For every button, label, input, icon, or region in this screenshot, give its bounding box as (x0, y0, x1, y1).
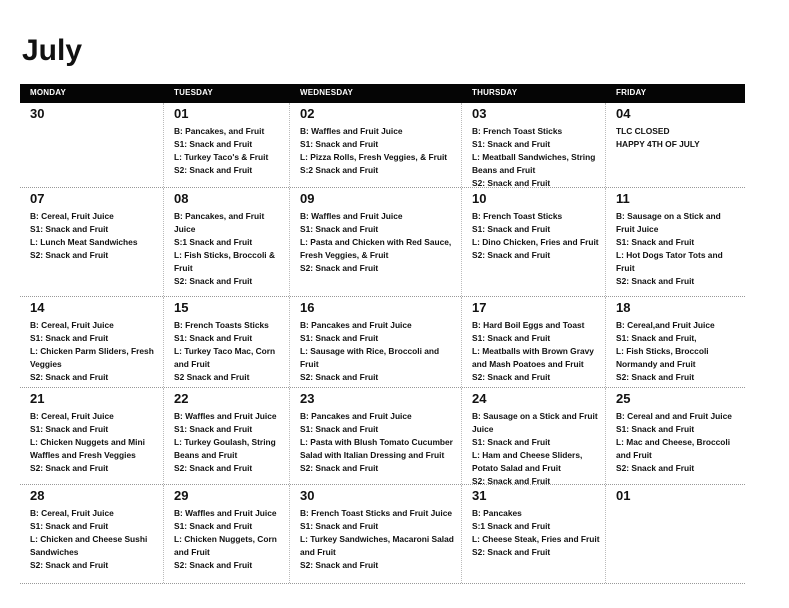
meal-line: S2: Snack and Fruit (616, 463, 695, 473)
meal-line: B: Cereal, Fruit Juice (30, 411, 114, 421)
meal-line: S:2 Snack and Fruit (300, 165, 379, 175)
day-number: 01 (616, 488, 631, 503)
day-number: 01 (174, 106, 189, 121)
day-cell (606, 388, 745, 484)
meal-line: L: Lunch Meat Sandwiches (30, 237, 138, 247)
day-cell (164, 485, 290, 583)
day-number: 08 (174, 191, 189, 206)
day-cell (20, 103, 164, 187)
calendar-week-row (20, 297, 745, 388)
meal-line: S1: Snack and Fruit (174, 424, 253, 434)
meal-line: S1: Snack and Fruit (616, 424, 695, 434)
meal-line: S1: Snack and Fruit (30, 333, 109, 343)
day-number: 10 (472, 191, 487, 206)
meal-line: S2: Snack and Fruit (30, 560, 109, 570)
day-cell (164, 297, 290, 387)
meal-line: L: Mac and Cheese, Broccoli and Fruit (616, 437, 731, 460)
day-cell (164, 103, 290, 187)
meal-line: S2: Snack and Fruit (472, 250, 551, 260)
day-number: 25 (616, 391, 631, 406)
meal-line: L: Meatballs with Brown Gravy and Mash Poatoes and Fruit (472, 346, 594, 369)
day-number: 22 (174, 391, 189, 406)
day-cell (462, 297, 606, 387)
meal-line: TLC CLOSED (616, 126, 670, 136)
meal-line: S1: Snack and Fruit, (616, 333, 697, 343)
meal-line: B: Pancakes, and Fruit Juice (174, 211, 265, 234)
meal-line: L: Fish Sticks, Broccoli Normandy and Fruit (616, 346, 709, 369)
meal-line: B: Sausage on a Stick and Fruit Juice (472, 411, 598, 434)
meal-line: L: Pizza Rolls, Fresh Veggies, & Fruit (300, 152, 448, 162)
meal-line: S2: Snack and Fruit (300, 463, 379, 473)
meal-line: B: Pancakes and Fruit Juice (300, 411, 412, 421)
meal-line: L: Chicken Parm Sliders, Fresh Veggies (30, 346, 154, 369)
meal-line: B: French Toast Sticks (472, 211, 563, 221)
day-number: 02 (300, 106, 315, 121)
meal-line: S2: Snack and Fruit (300, 372, 379, 382)
meal-line: S1: Snack and Fruit (472, 333, 551, 343)
meal-line: B: Pancakes and Fruit Juice (300, 320, 412, 330)
meal-line: B: Sausage on a Stick and Fruit Juice (616, 211, 721, 234)
meal-line: S2: Snack and Fruit (472, 372, 551, 382)
meal-line: B: Waffles and Fruit Juice (174, 508, 277, 518)
day-number: 23 (300, 391, 315, 406)
meal-line: S2: Snack and Fruit (30, 372, 109, 382)
month-title: July (22, 34, 83, 67)
meal-line: L: Chicken and Cheese Sushi Sandwiches (30, 534, 148, 557)
meal-line: S1: Snack and Fruit (174, 333, 253, 343)
meal-line: B: Cereal,and Fruit Juice (616, 320, 715, 330)
day-number: 14 (30, 300, 45, 315)
day-cell (606, 188, 745, 296)
meal-line: S:1 Snack and Fruit (174, 237, 253, 247)
meal-line: S1: Snack and Fruit (30, 521, 109, 531)
day-number: 09 (300, 191, 315, 206)
day-number: 11 (616, 191, 630, 206)
calendar-week-row (20, 103, 745, 188)
day-cell (20, 485, 164, 583)
calendar-week-row (20, 485, 745, 584)
day-cell (606, 297, 745, 387)
day-cell (20, 188, 164, 296)
meal-line: L: Turkey Taco Mac, Corn and Fruit (174, 346, 276, 369)
meal-line: L: Turkey Sandwiches, Macaroni Salad and Fruit (300, 534, 454, 557)
meal-line: L: Dino Chicken, Fries and Fruit (472, 237, 599, 247)
day-number: 15 (174, 300, 189, 315)
weekday-header: MONDAY (30, 88, 67, 97)
meal-line: S1: Snack and Fruit (300, 424, 379, 434)
meal-line: B: French Toast Sticks and Fruit Juice (300, 508, 453, 518)
meal-line: S1: Snack and Fruit (300, 333, 379, 343)
day-number: 31 (472, 488, 487, 503)
calendar-week-row (20, 188, 745, 297)
meal-line: S2 Snack and Fruit (174, 372, 250, 382)
meal-line: L: Hot Dogs Tator Tots and Fruit (616, 250, 723, 273)
day-cell (462, 388, 606, 484)
meal-line: S1: Snack and Fruit (472, 139, 551, 149)
weekday-header: TUESDAY (174, 88, 213, 97)
day-cell (606, 103, 745, 187)
meal-line: B: Waffles and Fruit Juice (174, 411, 277, 421)
day-cell (290, 188, 462, 296)
meal-line: B: French Toasts Sticks (174, 320, 269, 330)
meal-line: B: Pancakes, and Fruit (174, 126, 265, 136)
meal-line: L: Turkey Taco's & Fruit (174, 152, 269, 162)
meal-line: S2: Snack and Fruit (616, 276, 695, 286)
weekday-header: WEDNESDAY (300, 88, 354, 97)
day-number: 16 (300, 300, 315, 315)
meal-line: L: Cheese Steak, Fries and Fruit (472, 534, 600, 544)
meal-line: L: Sausage with Rice, Broccoli and Fruit (300, 346, 440, 369)
day-cell (20, 297, 164, 387)
weekday-header-row (20, 84, 745, 103)
day-cell (164, 188, 290, 296)
day-cell (606, 485, 745, 583)
meal-line: S2: Snack and Fruit (300, 263, 379, 273)
meal-line: S2: Snack and Fruit (174, 463, 253, 473)
meal-line: L: Meatball Sandwiches, String Beans and Fruit (472, 152, 596, 175)
meal-line: S1: Snack and Fruit (300, 224, 379, 234)
day-cell (462, 103, 606, 187)
meal-line: L: Chicken Nuggets and Mini Waffles and Fresh Veggies (30, 437, 145, 460)
day-cell (164, 388, 290, 484)
meal-line: L: Fish Sticks, Broccoli & Fruit (174, 250, 275, 273)
meal-line: B: Cereal, Fruit Juice (30, 320, 114, 330)
weekday-header: THURSDAY (472, 88, 518, 97)
meal-line: S2: Snack and Fruit (174, 560, 253, 570)
meal-line: S2: Snack and Fruit (174, 276, 253, 286)
meal-line: B: Waffles and Fruit Juice (300, 211, 403, 221)
meal-line: L: Turkey Goulash, String Beans and Fruit (174, 437, 276, 460)
day-number: 29 (174, 488, 189, 503)
meal-line: S1: Snack and Fruit (300, 521, 379, 531)
day-cell (290, 103, 462, 187)
day-number: 21 (30, 391, 45, 406)
meal-line: S2: Snack and Fruit (472, 476, 551, 484)
day-cell (290, 297, 462, 387)
day-number: 03 (472, 106, 487, 121)
calendar-weeks (20, 103, 745, 584)
meal-line: S1: Snack and Fruit (174, 139, 253, 149)
day-cell (20, 388, 164, 484)
day-cell (290, 485, 462, 583)
day-number: 28 (30, 488, 45, 503)
meal-line: S2: Snack and Fruit (30, 463, 109, 473)
meal-line: S:1 Snack and Fruit (472, 521, 551, 531)
meal-line: B: Cereal, Fruit Juice (30, 211, 114, 221)
calendar-week-row (20, 388, 745, 485)
meal-line: S1: Snack and Fruit (30, 224, 109, 234)
day-cell (462, 485, 606, 583)
meal-line: L: Ham and Cheese Sliders, Potato Salad and Fruit (472, 450, 583, 473)
meal-line: S2: Snack and Fruit (472, 547, 551, 557)
day-number: 07 (30, 191, 45, 206)
calendar-grid (20, 84, 745, 584)
meal-line: B: Hard Boil Eggs and Toast (472, 320, 585, 330)
day-number: 30 (300, 488, 315, 503)
meal-line: S1: Snack and Fruit (472, 437, 551, 447)
meal-line: B: Cereal and and Fruit Juice (616, 411, 732, 421)
meal-line: B: French Toast Sticks (472, 126, 563, 136)
meal-line: S2: Snack and Fruit (30, 250, 109, 260)
meal-line: S1: Snack and Fruit (616, 237, 695, 247)
meal-line: B: Waffles and Fruit Juice (300, 126, 403, 136)
day-cell (462, 188, 606, 296)
day-number: 17 (472, 300, 487, 315)
day-number: 24 (472, 391, 487, 406)
meal-line: L: Chicken Nuggets, Corn and Fruit (174, 534, 277, 557)
day-number: 18 (616, 300, 631, 315)
meal-line: S2: Snack and Fruit (472, 178, 551, 187)
meal-line: S1: Snack and Fruit (174, 521, 253, 531)
meal-line: S1: Snack and Fruit (300, 139, 379, 149)
meal-line: B: Pancakes (472, 508, 522, 518)
meal-line: B: Cereal, Fruit Juice (30, 508, 114, 518)
day-number: 30 (30, 106, 45, 121)
meal-line: HAPPY 4TH OF JULY (616, 139, 700, 149)
weekday-header: FRIDAY (616, 88, 647, 97)
day-number: 04 (616, 106, 631, 121)
meal-line: S2: Snack and Fruit (616, 372, 695, 382)
meal-line: L: Pasta and Chicken with Red Sauce, Fresh Veggies, & Fruit (300, 237, 452, 260)
meal-line: S2: Snack and Fruit (300, 560, 379, 570)
meal-line: S2: Snack and Fruit (174, 165, 253, 175)
meal-line: L: Pasta with Blush Tomato Cucumber Salad with Italian Dressing and Fruit (300, 437, 453, 460)
meal-line: S1: Snack and Fruit (472, 224, 551, 234)
day-cell (290, 388, 462, 484)
meal-line: S1: Snack and Fruit (30, 424, 109, 434)
